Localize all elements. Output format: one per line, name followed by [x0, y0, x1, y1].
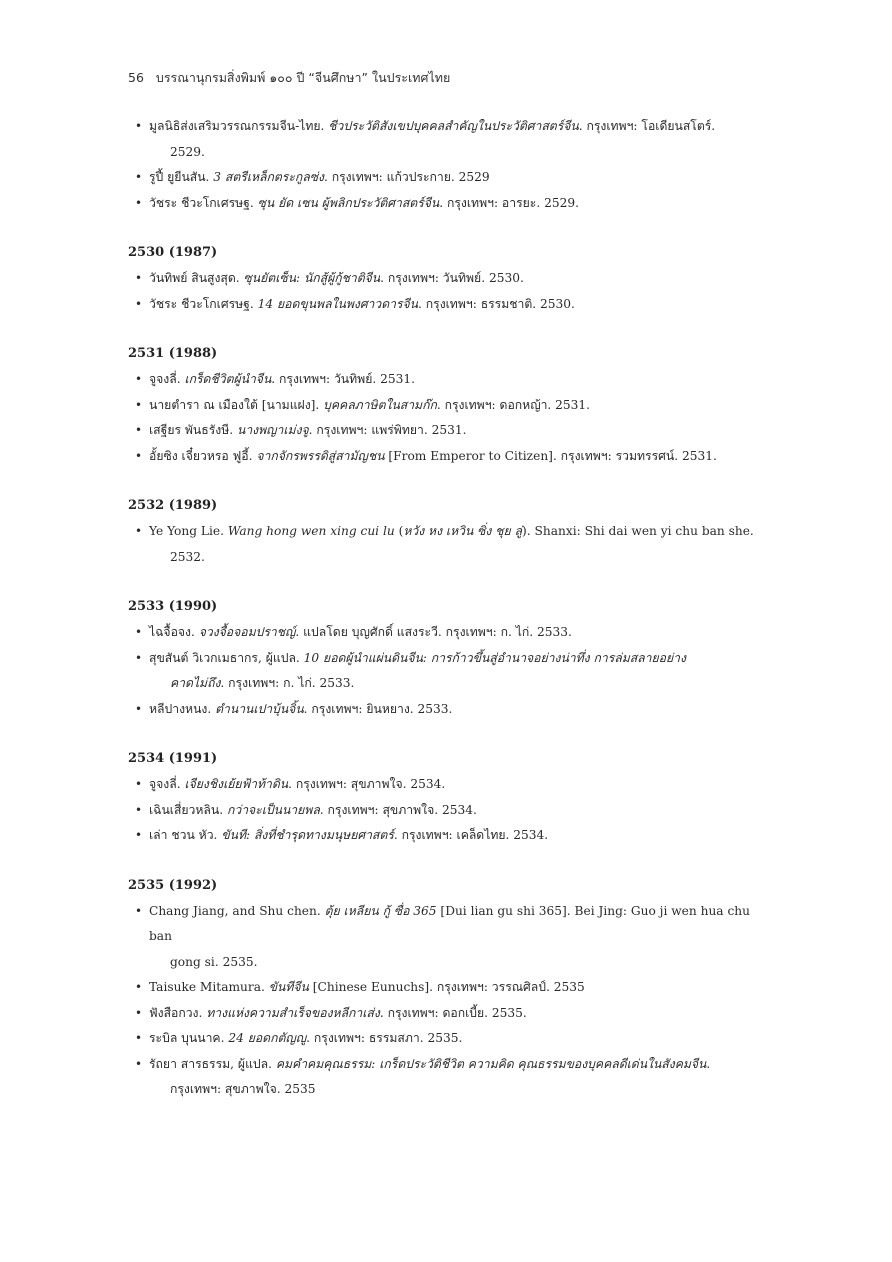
entry-text: นายตำรา ณ เมืองใต้ [นามแฝง].: [149, 397, 324, 412]
entry-line: [149, 119, 715, 133]
bibliography-entry: [128, 444, 768, 470]
bullet-icon: •: [135, 777, 143, 791]
entry-text: รัถยา สารธรรม, ผู้แปล.: [149, 1056, 276, 1071]
entry-continuation-line: [149, 950, 768, 976]
entry-list: [128, 266, 768, 317]
entry-title-text: ทางแห่งความสำเร็จของหลีกาเส่ง: [206, 1005, 380, 1020]
entry-list: [128, 899, 768, 1103]
entry-text: เสฐียร พันธรังษี.: [149, 423, 237, 437]
entry-title-text: กว่าจะเป็นนายพล: [226, 802, 320, 817]
entry-title-text: 14 ยอดขุนพลในพงศาวดารจีน: [257, 296, 419, 311]
bullet-icon: •: [135, 1056, 143, 1071]
bullet-icon: •: [135, 119, 143, 133]
entry-line: [149, 398, 590, 412]
bibliography-entry: [128, 697, 768, 723]
entry-title-text: Wang hong wen xing cui lu: [227, 524, 395, 538]
entry-text: .: [706, 1056, 711, 1071]
entry-text: . กรุงเทพฯ: แพร่พิทยา. 2531.: [308, 423, 467, 437]
entry-title-text: บุคคลภาษิตในสามก๊ก: [323, 397, 437, 412]
entry-title-text: เกร็ดชีวิตผู้นำจีน: [184, 372, 272, 386]
bibliography-entry: [128, 393, 768, 419]
entry-text: . กรุงเทพฯ: วันทิพย์. 2531.: [271, 372, 415, 386]
entry-text: . กรุงเทพฯ: ยินหยาง. 2533.: [303, 701, 453, 716]
year-heading: 2531 (1988): [128, 346, 218, 361]
bibliography-content: [128, 114, 768, 1129]
entry-title-text: คาดไม่ถึง: [170, 676, 221, 690]
bullet-icon: •: [135, 1031, 143, 1045]
entry-text: รูปี้ ยูยีนสัน.: [149, 170, 214, 184]
entry-line: [149, 777, 445, 791]
entry-text: [Chinese Eunuchs]. กรุงเทพฯ: วรรณศิลป์. 2535: [308, 980, 585, 994]
entry-text: gong si. 2535.: [170, 954, 258, 969]
entry-text: . กรุงเทพฯ: วันทิพย์. 2530.: [380, 271, 524, 285]
entry-line: [149, 449, 717, 463]
entry-text: ระบิล บุนนาค.: [149, 1031, 229, 1045]
bullet-icon: •: [135, 650, 143, 665]
entry-text: วันทิพย์ สินสูงสุด.: [149, 271, 244, 285]
entry-text: 2529.: [170, 144, 205, 159]
year-heading: 2530 (1987): [128, 245, 218, 260]
entry-line: [149, 372, 415, 386]
entry-title-text: ซุนยัตเซ็น: นักสู้ผู้กู้ชาติจีน: [243, 271, 381, 285]
entry-line: [149, 625, 572, 639]
entry-line: [149, 651, 686, 665]
bibliography-entry: [128, 519, 768, 570]
bullet-icon: •: [135, 1005, 143, 1020]
bullet-icon: •: [135, 524, 143, 538]
bibliography-entry: [128, 266, 768, 292]
entry-title-text: 3 สตรีเหล็กตระกูลซ่ง: [213, 170, 324, 184]
entry-text: Ye Yong Lie.: [149, 524, 228, 538]
year-section: [128, 875, 768, 1103]
entry-title-text: 10 ยอดผู้นำแผ่นดินจีน: การก้าวขึ้นสู่อำนาจอย่างน่าทึ่ง การล่มสลายอย่าง: [303, 650, 686, 665]
entry-text: กรุงเทพฯ: สุขภาพใจ. 2535: [170, 1082, 316, 1096]
bibliography-entry: [128, 823, 768, 849]
year-section: [128, 495, 768, 570]
bibliography-entry: [128, 1052, 768, 1103]
entry-title-text: ตุ้ย เหลียน กู้ ซื่อ 365: [324, 903, 437, 918]
entry-title-text: ขันที: สิ่งที่ชำรุดทางมนุษยศาสตร์: [221, 828, 394, 842]
entry-title-text: ชีวประวัติสังเขปบุคคลสำคัญในประวัติศาสตร์จีน: [328, 119, 579, 133]
bullet-icon: •: [135, 625, 143, 639]
entry-text: [Dui lian gu shi 365]. Bei Jing: Guo ji wen hua chu ban: [149, 903, 750, 943]
entry-text: . กรุงเทพฯ: แก้วประกาย. 2529: [323, 170, 490, 184]
entry-text: หลีปางหนง.: [149, 701, 216, 716]
entry-text: วัชระ ชีวะโกเศรษฐ.: [149, 195, 258, 210]
bullet-icon: •: [135, 296, 143, 311]
entry-continuation-line: [149, 140, 768, 166]
entry-line: [149, 702, 452, 716]
entry-continuation-line: [149, 1077, 768, 1103]
bibliography-entry: [128, 1001, 768, 1027]
entry-title-text: เจียงชิงเย้ยฟ้าท้าดิน: [184, 777, 289, 791]
bullet-icon: •: [135, 397, 143, 412]
bibliography-entry: [128, 975, 768, 1001]
entry-line: [149, 196, 579, 210]
bullet-icon: •: [135, 903, 143, 918]
bullet-icon: •: [135, 802, 143, 817]
entry-text: . กรุงเทพฯ: ดอกหญ้า. 2531.: [436, 397, 591, 412]
bullet-icon: •: [135, 195, 143, 210]
year-section: [128, 242, 768, 317]
bibliography-entry: [128, 646, 768, 697]
entry-line: [149, 271, 524, 285]
entry-text: มูลนิธิส่งเสริมวรรณกรรมจีน-ไทย.: [149, 119, 329, 133]
entry-text: จูจงลี่.: [149, 777, 185, 791]
year-heading: 2535 (1992): [128, 877, 218, 893]
entry-text: . แปลโดย บุญศักดิ์ แสงระวี. กรุงเทพฯ: ก. ไก่. 2533.: [295, 625, 572, 639]
entry-line: [149, 803, 477, 817]
year-heading: 2533 (1990): [128, 599, 218, 614]
bibliography-entry: [128, 772, 768, 798]
entry-text: Chang Jiang, and Shu chen.: [149, 903, 325, 918]
bibliography-entry: [128, 798, 768, 824]
entry-title-text: จากจักรพรรดิสู่สามัญชน: [256, 448, 385, 463]
entry-text: อั้ยซิง เจี๋ยวหรอ ฟูอี้.: [149, 448, 257, 463]
entry-text: ฟังสือกวง.: [149, 1005, 207, 1020]
bullet-icon: •: [135, 423, 143, 437]
entry-text: . กรุงเทพฯ: ก. ไก่. 2533.: [220, 676, 355, 690]
entry-line: [149, 904, 750, 944]
year-section: [128, 596, 768, 722]
entry-list: [128, 114, 768, 216]
entry-title-text: ขันทีจีน: [268, 980, 309, 994]
entry-line: [149, 1057, 710, 1071]
entry-list: [128, 620, 768, 722]
entry-text: วัชระ ชีวะโกเศรษฐ.: [149, 296, 258, 311]
bibliography-entry: [128, 620, 768, 646]
bibliography-entry: [128, 165, 768, 191]
bullet-icon: •: [135, 980, 143, 994]
entry-text: . กรุงเทพฯ: ดอกเบี้ย. 2535.: [379, 1005, 527, 1020]
entry-line: [149, 423, 466, 437]
year-heading: 2534 (1991): [128, 751, 218, 766]
entry-text: . กรุงเทพฯ: อารยะ. 2529.: [439, 195, 579, 210]
bibliography-entry: [128, 418, 768, 444]
entry-title-text: นางพญาเม่งจู: [236, 423, 309, 437]
entry-title-text: 24 ยอดกตัญญู: [228, 1031, 307, 1045]
bibliography-entry: [128, 367, 768, 393]
entry-text: เล่า ชวน หัว.: [149, 828, 222, 842]
entry-text: ไฉจื้อจง.: [149, 625, 199, 639]
entry-title-text: หวัง หง เหวิน ซิ่ง ชุย ลู่: [403, 524, 523, 538]
entry-text: 2532.: [170, 549, 205, 564]
entry-title-text: คมคำคมคุณธรรม: เกร็ดประวัติชีวิต ความคิด คุณธรรมของบุคคลดีเด่นในสังคมจีน: [275, 1056, 707, 1071]
entry-text: . กรุงเทพฯ: ธรรมสภา. 2535.: [306, 1031, 463, 1045]
entry-text: . กรุงเทพฯ: สุขภาพใจ. 2534.: [288, 777, 446, 791]
year-heading: 2532 (1989): [128, 498, 218, 513]
year-section: [128, 343, 768, 469]
entry-text: ). Shanxi: Shi dai wen yi chu ban she.: [522, 524, 754, 538]
entry-list: [128, 367, 768, 469]
bullet-icon: •: [135, 271, 143, 285]
entry-text: . กรุงเทพฯ: เคล็ดไทย. 2534.: [393, 828, 549, 842]
entry-text: (: [394, 524, 404, 538]
entry-line: [149, 828, 548, 842]
entry-list: [128, 519, 768, 570]
bibliography-entry: [128, 114, 768, 165]
entry-text: สุขสันต์ วิเวกเมธากร, ผู้แปล.: [149, 650, 304, 665]
year-section: [128, 114, 768, 216]
year-section: [128, 748, 768, 849]
entry-title-text: จวงจื้อจอมปราชญ์: [198, 625, 296, 639]
entry-line: [149, 297, 575, 311]
bullet-icon: •: [135, 701, 143, 716]
entry-text: [From Emperor to Citizen]. กรุงเทพฯ: รวมทรรศน์. 2531.: [384, 448, 717, 463]
entry-line: [149, 980, 585, 994]
bibliography-entry: [128, 292, 768, 318]
entry-line: [149, 524, 754, 538]
bibliography-entry: [128, 191, 768, 217]
page-number: 56: [128, 70, 144, 85]
entry-list: [128, 772, 768, 849]
entry-continuation-line: [149, 671, 768, 697]
entry-continuation-line: [149, 545, 768, 571]
entry-line: [149, 1031, 462, 1045]
running-header: [128, 68, 450, 88]
entry-text: Taisuke Mitamura.: [149, 980, 269, 994]
entry-text: จูจงลี่.: [149, 372, 185, 386]
entry-line: [149, 170, 490, 184]
entry-title-text: ซุน ยัด เซน ผู้พลิกประวัติศาสตร์จีน: [257, 195, 440, 210]
entry-text: เฉินเสี่ยวหลิน.: [149, 802, 227, 817]
bullet-icon: •: [135, 448, 143, 463]
bullet-icon: •: [135, 170, 143, 184]
bibliography-entry: [128, 1026, 768, 1052]
bullet-icon: •: [135, 828, 143, 842]
entry-text: . กรุงเทพฯ: สุขภาพใจ. 2534.: [319, 802, 477, 817]
entry-text: . กรุงเทพฯ: ธรรมชาติ. 2530.: [418, 296, 575, 311]
running-header-title: บรรณานุกรมสิ่งพิมพ์ ๑๐๐ ปี “จีนศึกษา” ในประเทศไทย: [155, 70, 451, 85]
entry-title-text: ตำนานเปาบุ้นจิ้น: [215, 701, 304, 716]
bullet-icon: •: [135, 372, 143, 386]
entry-line: [149, 1006, 527, 1020]
bibliography-entry: [128, 899, 768, 976]
entry-text: . กรุงเทพฯ: โอเดียนสโตร์.: [578, 119, 716, 133]
